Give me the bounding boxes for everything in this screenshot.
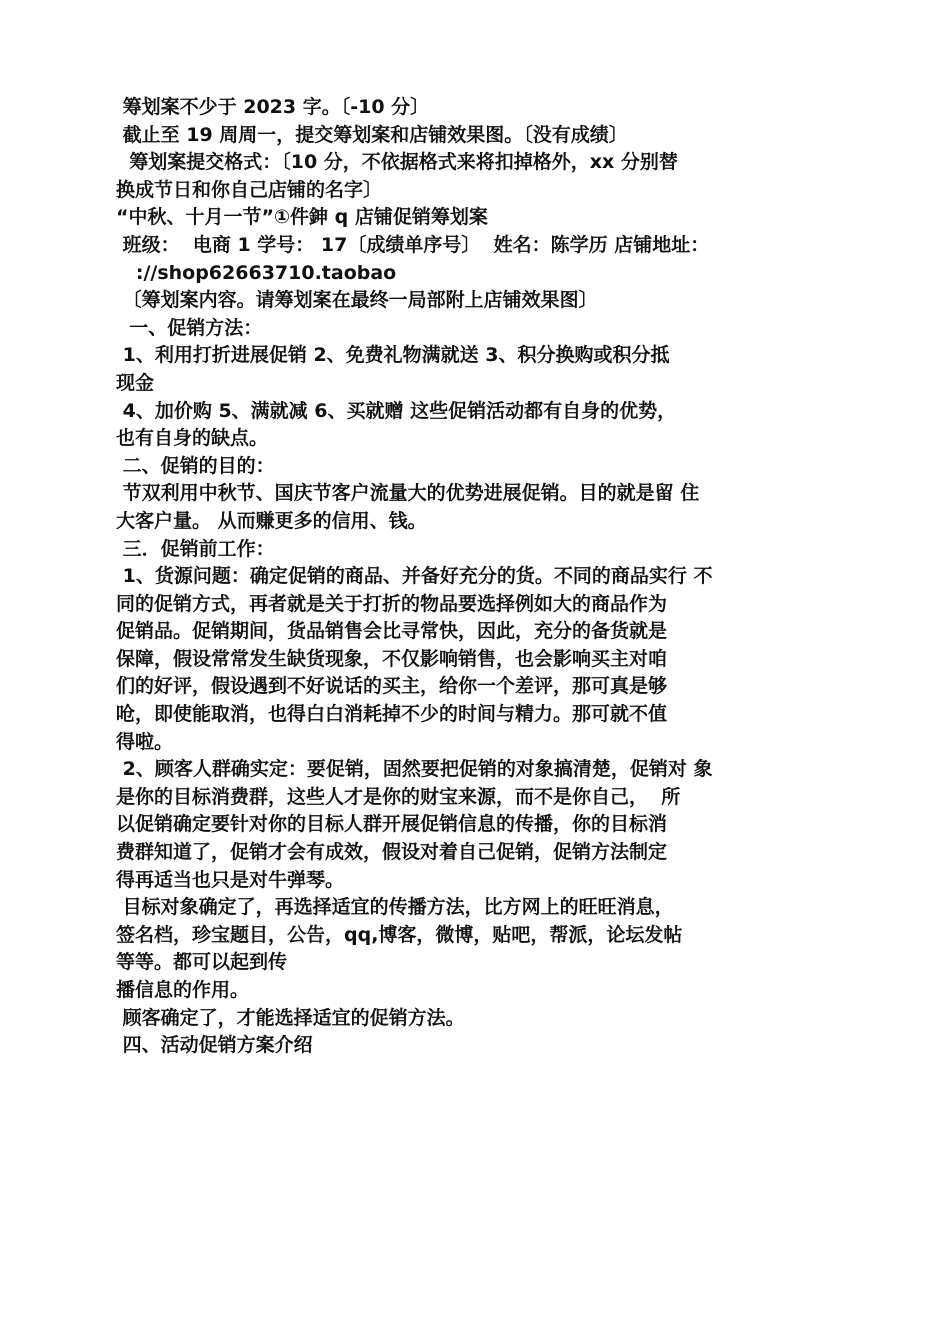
paragraph-line: 4、加价购 5、满就减 6、买就赠 这些促销活动都有自身的优势，	[116, 399, 677, 422]
section-heading-preparation: 三．促销前工作：	[116, 537, 275, 560]
paragraph-line: 以促销确定要针对你的目标人群开展促销信息的传播，你的目标消	[116, 813, 668, 836]
content-instruction: 〔筹划案内容。请筹划案在最终一局部附上店铺效果图〕	[116, 289, 598, 312]
paragraph-line: 播信息的作用。	[116, 979, 250, 1001]
paragraph-line: 目标对象确定了，再选择适宜的传播方法，比方网上的旺旺消息，	[116, 896, 674, 919]
deadline-note: 截止至 19 周周一，提交筹划案和店铺效果图。〔没有成绩〕	[116, 123, 628, 146]
paragraph-line: 费群知道了，促销才会有成效，假设对着自己促销，促销方法制定	[116, 841, 668, 864]
paragraph-line: 1、利用打折进展促销 2、免费礼物满就送 3、积分换购或积分抵	[116, 344, 670, 367]
paragraph-line: 也有自身的缺点。	[116, 427, 269, 450]
section-heading-activity-plan: 四、活动促销方案介绍	[116, 1034, 313, 1057]
format-note-line-1: 筹划案提交格式：〔10 分，不依据格式来将扣掉格外，xx 分别替	[116, 151, 678, 174]
paragraph-line: 促销品。促销期间，货品销售会比寻常快，因此，充分的备货就是	[116, 620, 668, 643]
paragraph-line: 节双利用中秋节、国庆节客户流量大的优势进展促销。目的就是留 住	[116, 482, 700, 505]
paragraph-line: 2、顾客人群确实定：要促销，固然要把促销的对象搞清楚，促销对 象	[116, 758, 713, 781]
word-count-requirement: 筹划案不少于 2023 字。〔-10 分〕	[116, 96, 430, 118]
paragraph-line: 1、货源问题：确定促销的商品、并备好充分的货。不同的商品实行 不	[116, 565, 713, 588]
format-note-line-2: 换成节日和你自己店铺的名字〕	[116, 178, 383, 201]
paragraph-line: 呛，即使能取消，也得白白消耗掉不少的时间与精力。那可就不值	[116, 703, 668, 726]
document-title: “中秋、十月一节”①件鉮 q 店铺促销筹划案	[116, 206, 488, 229]
paragraph-line: 现金	[116, 371, 155, 394]
paragraph-line: 得再适当也只是对牛弹琴。	[116, 868, 345, 891]
paragraph-line: 顾客确定了，才能选择适宜的促销方法。	[116, 1006, 465, 1029]
paragraph-line: 同的促销方式，再者就是关于打折的物品要选择例如大的商品作为	[116, 592, 668, 615]
document-body	[116, 94, 846, 1060]
paragraph-line: 等等。都可以起到传	[116, 951, 288, 974]
paragraph-line: 签名档，珍宝题目，公告，qq,博客，微博，贴吧，帮派，论坛发帖	[116, 923, 683, 946]
paragraph-line: 保障，假设常常发生缺货现象，不仅影响销售，也会影响买主对咱	[116, 647, 668, 670]
section-heading-methods: 一、促销方法：	[116, 316, 263, 339]
paragraph-line: 们的好评，假设遇到不好说话的买主，给你一个差评，那可真是够	[116, 675, 668, 698]
section-heading-purpose: 二、促销的目的：	[116, 454, 275, 477]
paragraph-line: 大客户量。 从而赚更多的信用、钱。	[116, 509, 427, 532]
student-info: 班级： 电商 1 学号： 17〔成绩单序号〕 姓名：陈学历 店铺地址：	[116, 233, 710, 256]
shop-address: ://shop62663710.taobao	[116, 261, 397, 284]
paragraph-line: 得啦。	[116, 730, 174, 753]
paragraph-line: 是你的目标消费群，这些人才是你的财宝来源，而不是你自己， 所	[116, 785, 681, 808]
